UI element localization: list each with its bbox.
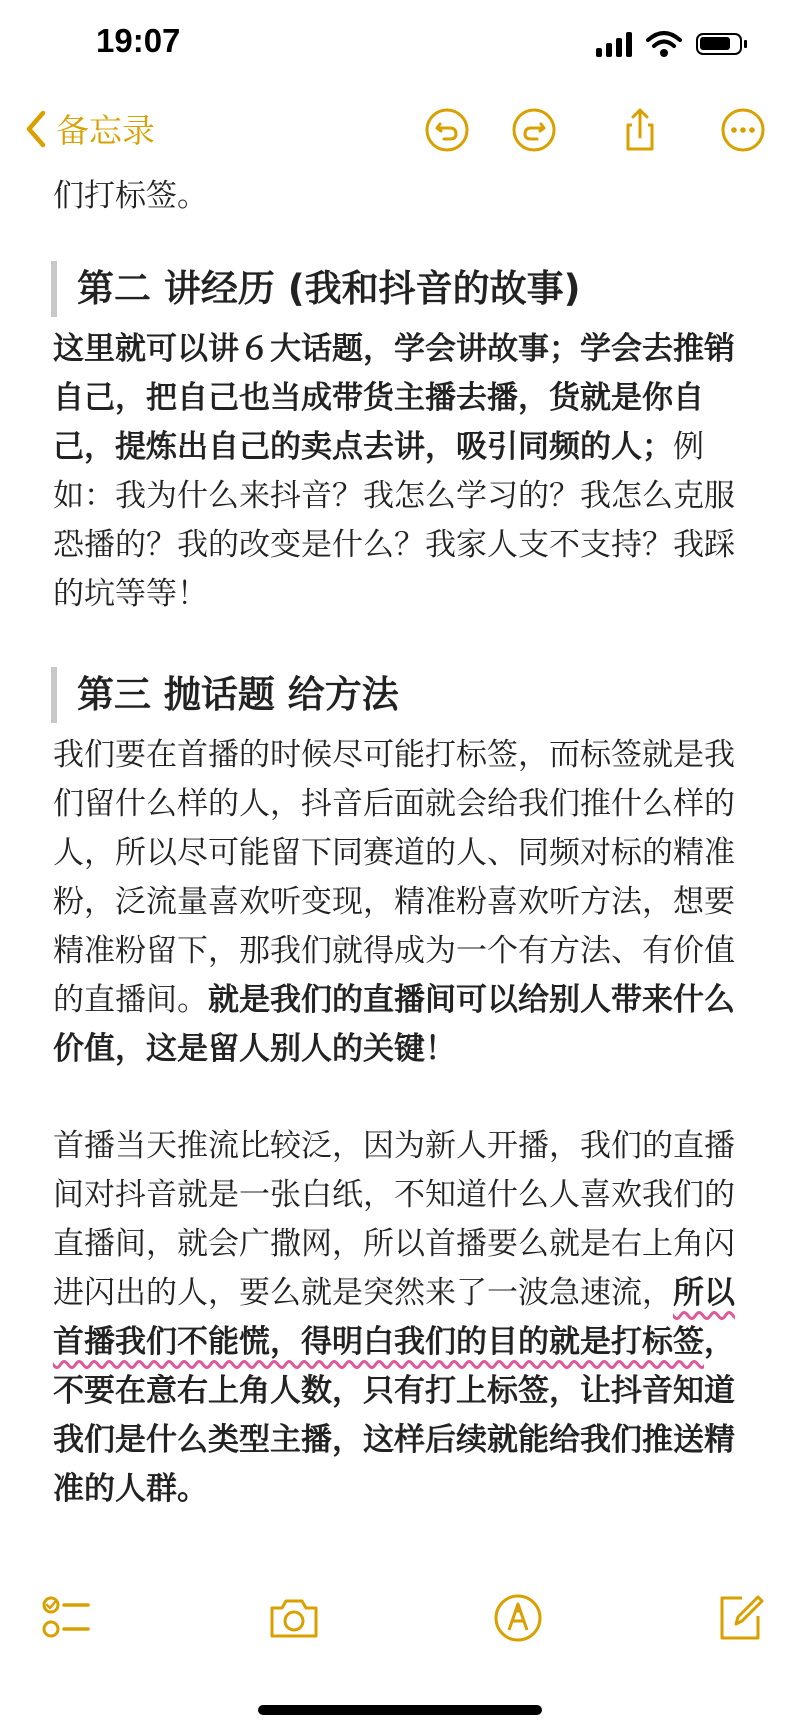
nav-bar: [0, 95, 800, 175]
back-label: 备忘录: [56, 111, 155, 150]
home-indicator: [258, 1705, 542, 1715]
chevron-left-icon: [24, 109, 48, 149]
more-icon[interactable]: [720, 107, 766, 153]
cellular-signal-icon: [596, 31, 632, 57]
wifi-icon: [646, 30, 682, 58]
share-icon[interactable]: [617, 107, 663, 153]
back-button[interactable]: [24, 105, 155, 152]
status-icons: [596, 30, 742, 58]
undo-icon[interactable]: [424, 107, 470, 153]
note-paragraph: [53, 1122, 743, 1514]
note-body[interactable]: [53, 172, 743, 1514]
compose-icon[interactable]: [712, 1590, 768, 1646]
note-paragraph: [53, 325, 743, 619]
redo-icon[interactable]: [511, 107, 557, 153]
underlined-bold-text: 所以首播我们不能慌，得明白我们的目的就是打标签: [53, 1275, 735, 1360]
normal-text: 我们要在首播的时候尽可能打标签，而标签就是我们留什么样的人，抖音后面就会给我们推什么样的人，所以尽可能留下同赛道的人、同频对标的精准粉，泛流量喜欢听变现，精准粉喜欢听方法，想要精准粉留下，那我们就得成为一个有方法、有价值的直播间。: [53, 737, 735, 1018]
battery-icon: [696, 33, 742, 55]
section-heading-3: 第三 抛话题 给方法: [51, 667, 743, 723]
normal-text: 首播当天推流比较泛，因为新人开播，我们的直播间对抖音就是一张白纸，不知道什么人喜欢我们的直播间，就会广撒网，所以首播要么就是右上角闪进闪出的人，要么就是突然来了一波急速流，: [53, 1128, 735, 1311]
camera-icon[interactable]: [266, 1590, 322, 1646]
bold-text: 这里就可以讲６大话题，学会讲故事；学会去推销自己，把自己也当成带货主播去播，货就是你自己，提炼出自己的卖点去讲，吸引同频的人；: [53, 331, 735, 465]
normal-text: 例如：我为什么来抖音？我怎么学习的？我怎么克服恐播的？我的改变是什么？我家人支不支持？我踩的坑等等！: [53, 429, 735, 612]
bold-text: ，不要在意右上角人数，只有打上标签，让抖音知道我们是什么类型主播，这样后续就能给我们推送精准的人群。: [53, 1324, 735, 1507]
bottom-toolbar: [0, 1590, 800, 1660]
status-time: 19:07: [96, 22, 181, 59]
section-heading-2: 第二 讲经历 (我和抖音的故事): [51, 261, 743, 317]
note-paragraph: [53, 731, 743, 1074]
checklist-icon[interactable]: [40, 1590, 96, 1646]
bold-text: 就是我们的直播间可以给别人带来什么价值，这是留人别人的关键！: [53, 982, 735, 1067]
markup-icon[interactable]: [490, 1590, 546, 1646]
status-bar: [0, 0, 800, 95]
note-paragraph-fragment: 们打标签。: [53, 178, 208, 214]
